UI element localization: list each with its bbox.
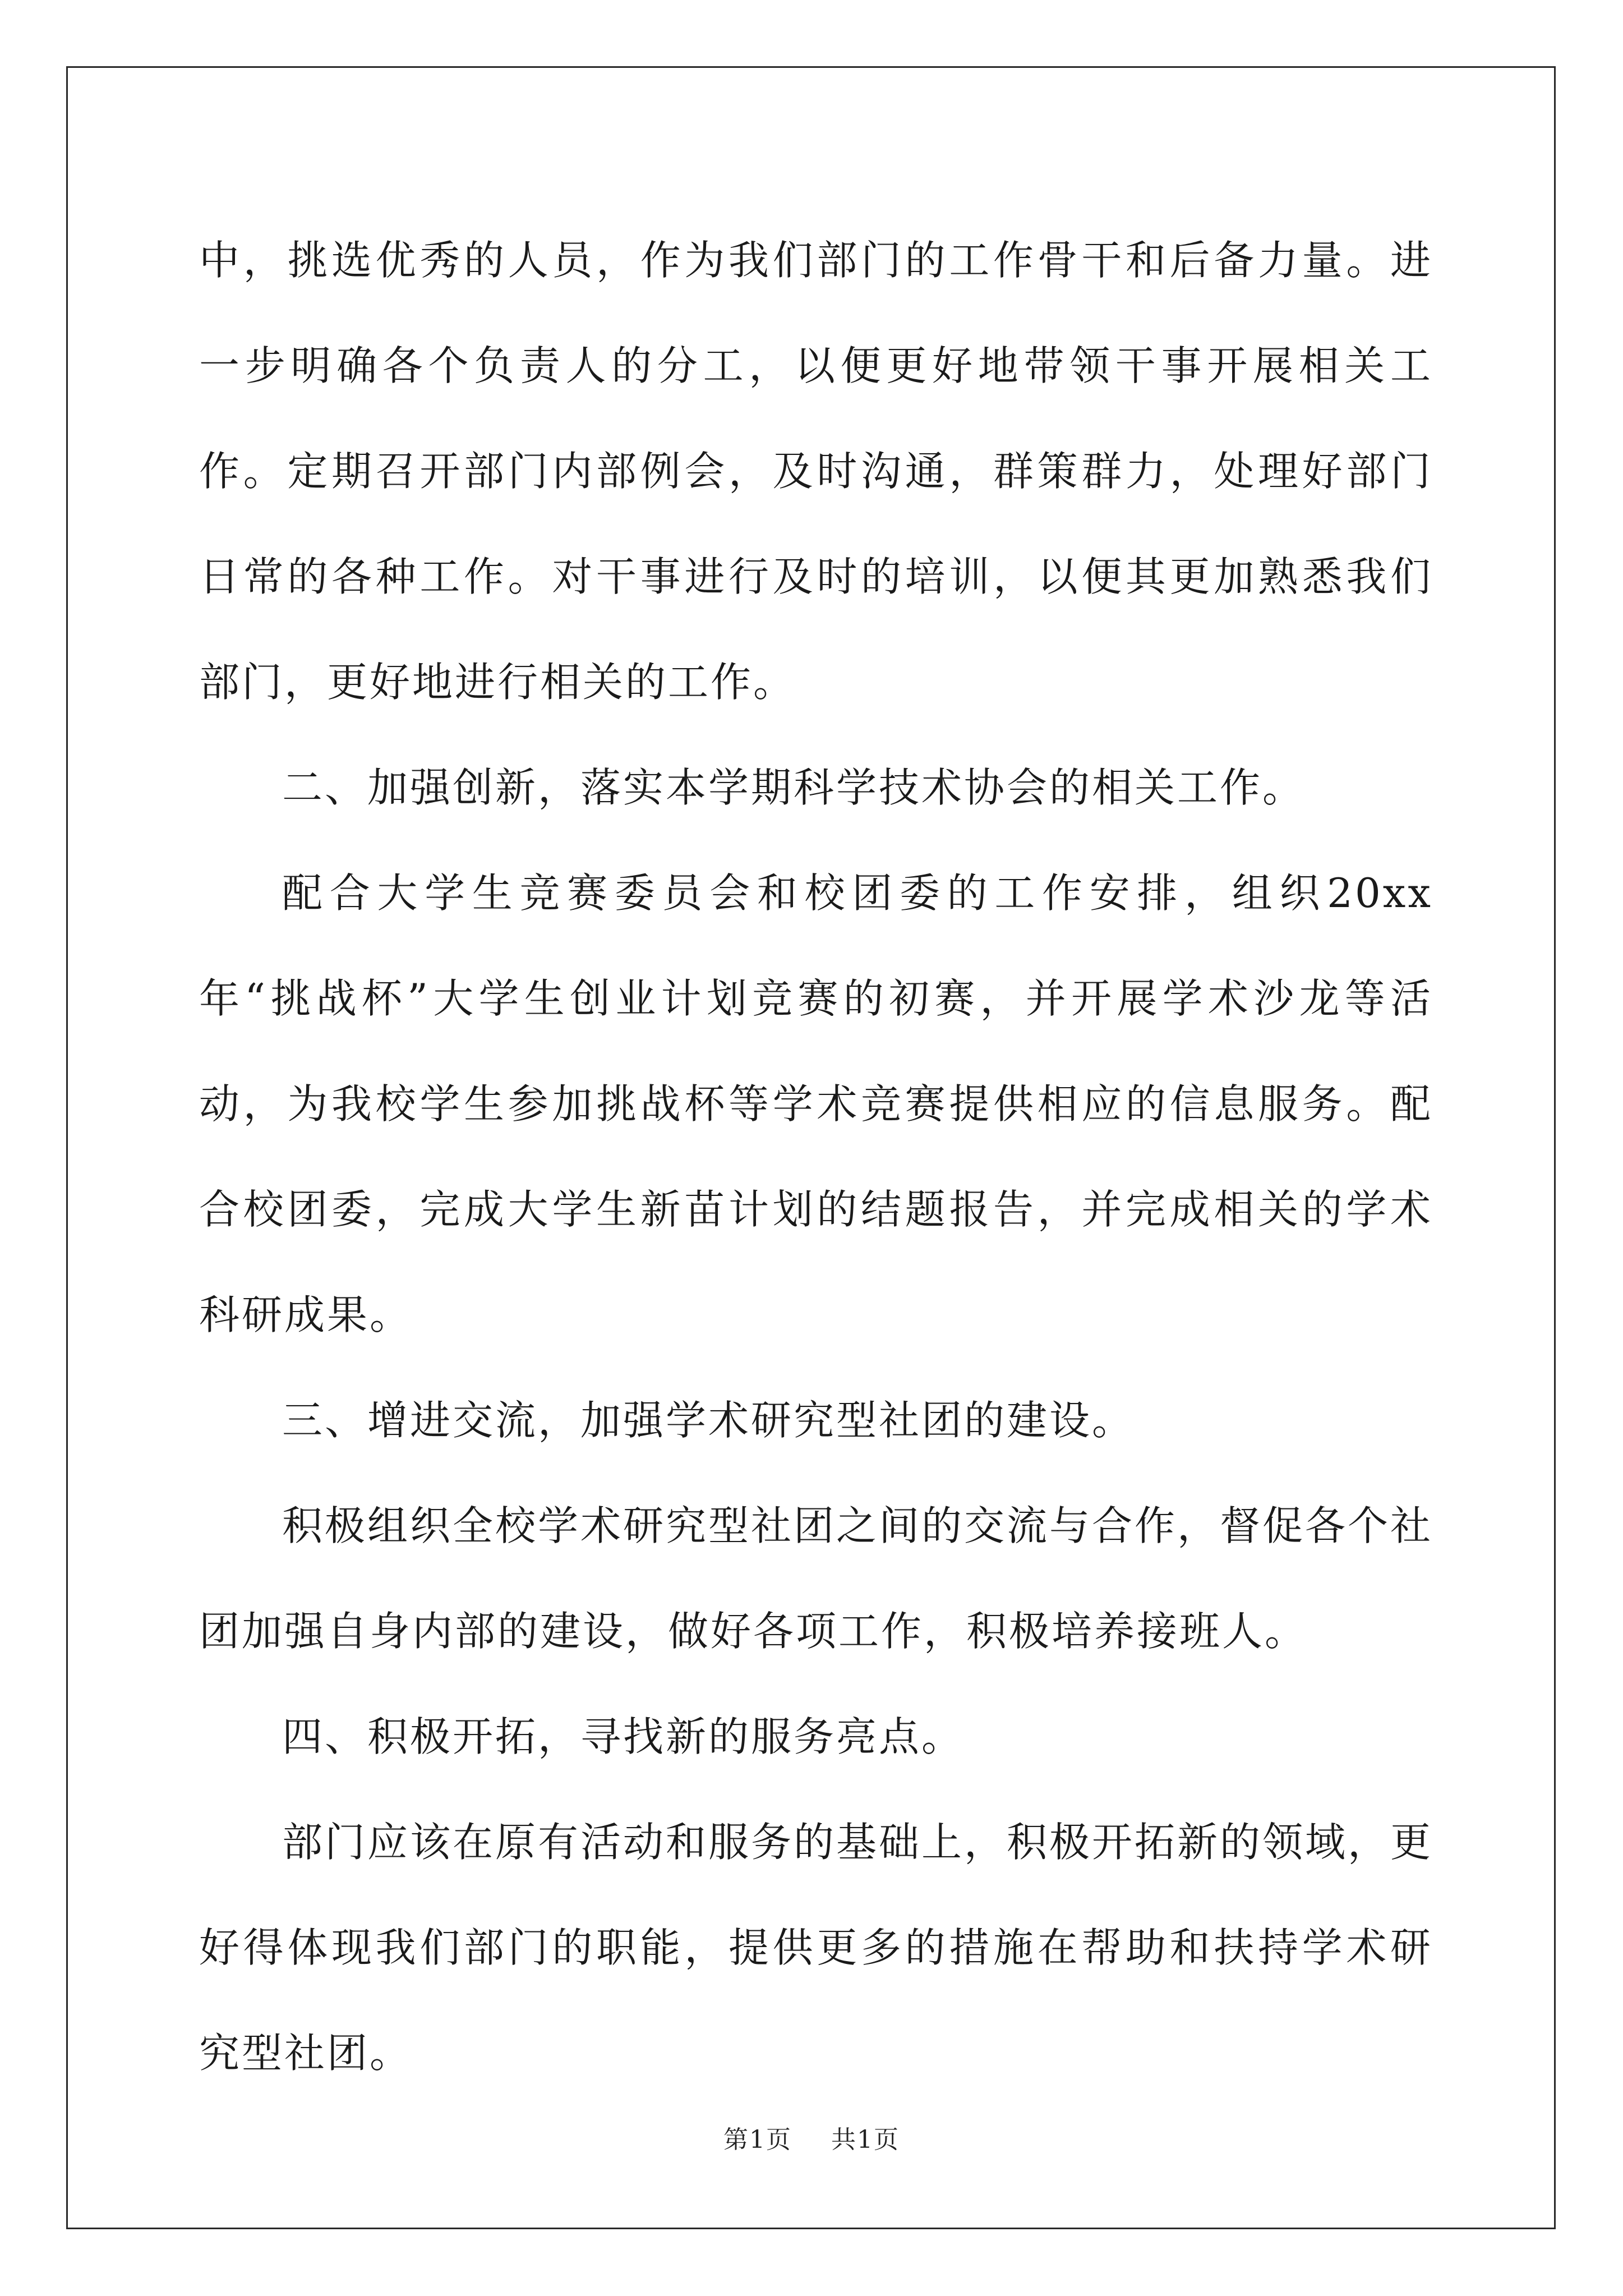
page-number-total: 共1页 bbox=[831, 2125, 900, 2154]
heading-section-2: 二、加强创新，落实本学期科学技术协会的相关工作。 bbox=[282, 764, 1306, 811]
paragraph-1: 中，挑选优秀的人员，作为我们部门的工作骨干和后备力量。进一步明确各个负责人的分工，以便更好地带领干事开展相关工作。定期召开部门内部例会，及时沟通，群策群力，处理好部门日常的各种工作。对干事进行及时的培训，以便其更加熟悉我们部门，更好地进行相关的工作。 bbox=[199, 237, 1433, 706]
page-number-current: 第1页 bbox=[723, 2125, 792, 2154]
document-body bbox=[199, 208, 1433, 2106]
paragraph-section-4: 部门应该在原有活动和服务的基础上，积极开拓新的领域，更好得体现我们部门的职能，提供更多的措施在帮助和扶持学术研究型社团。 bbox=[199, 1819, 1433, 2077]
heading-section-4: 四、积极开拓，寻找新的服务亮点。 bbox=[282, 1713, 965, 1760]
page-footer bbox=[0, 2119, 1623, 2155]
paragraph-section-2: 配合大学生竞赛委员会和校团委的工作安排，组织20xx年“挑战杯”大学生创业计划竞赛的初赛，并开展学术沙龙等活动，为我校学生参加挑战杯等学术竞赛提供相应的信息服务。配合校团委，完成大学生新苗计划的结题报告，并完成相关的学术科研成果。 bbox=[199, 869, 1433, 1338]
paragraph-section-3: 积极组织全校学术研究型社团之间的交流与合作，督促各个社团加强自身内部的建设，做好各项工作，积极培养接班人。 bbox=[199, 1502, 1433, 1655]
heading-section-3: 三、增进交流，加强学术研究型社团的建设。 bbox=[282, 1397, 1135, 1444]
